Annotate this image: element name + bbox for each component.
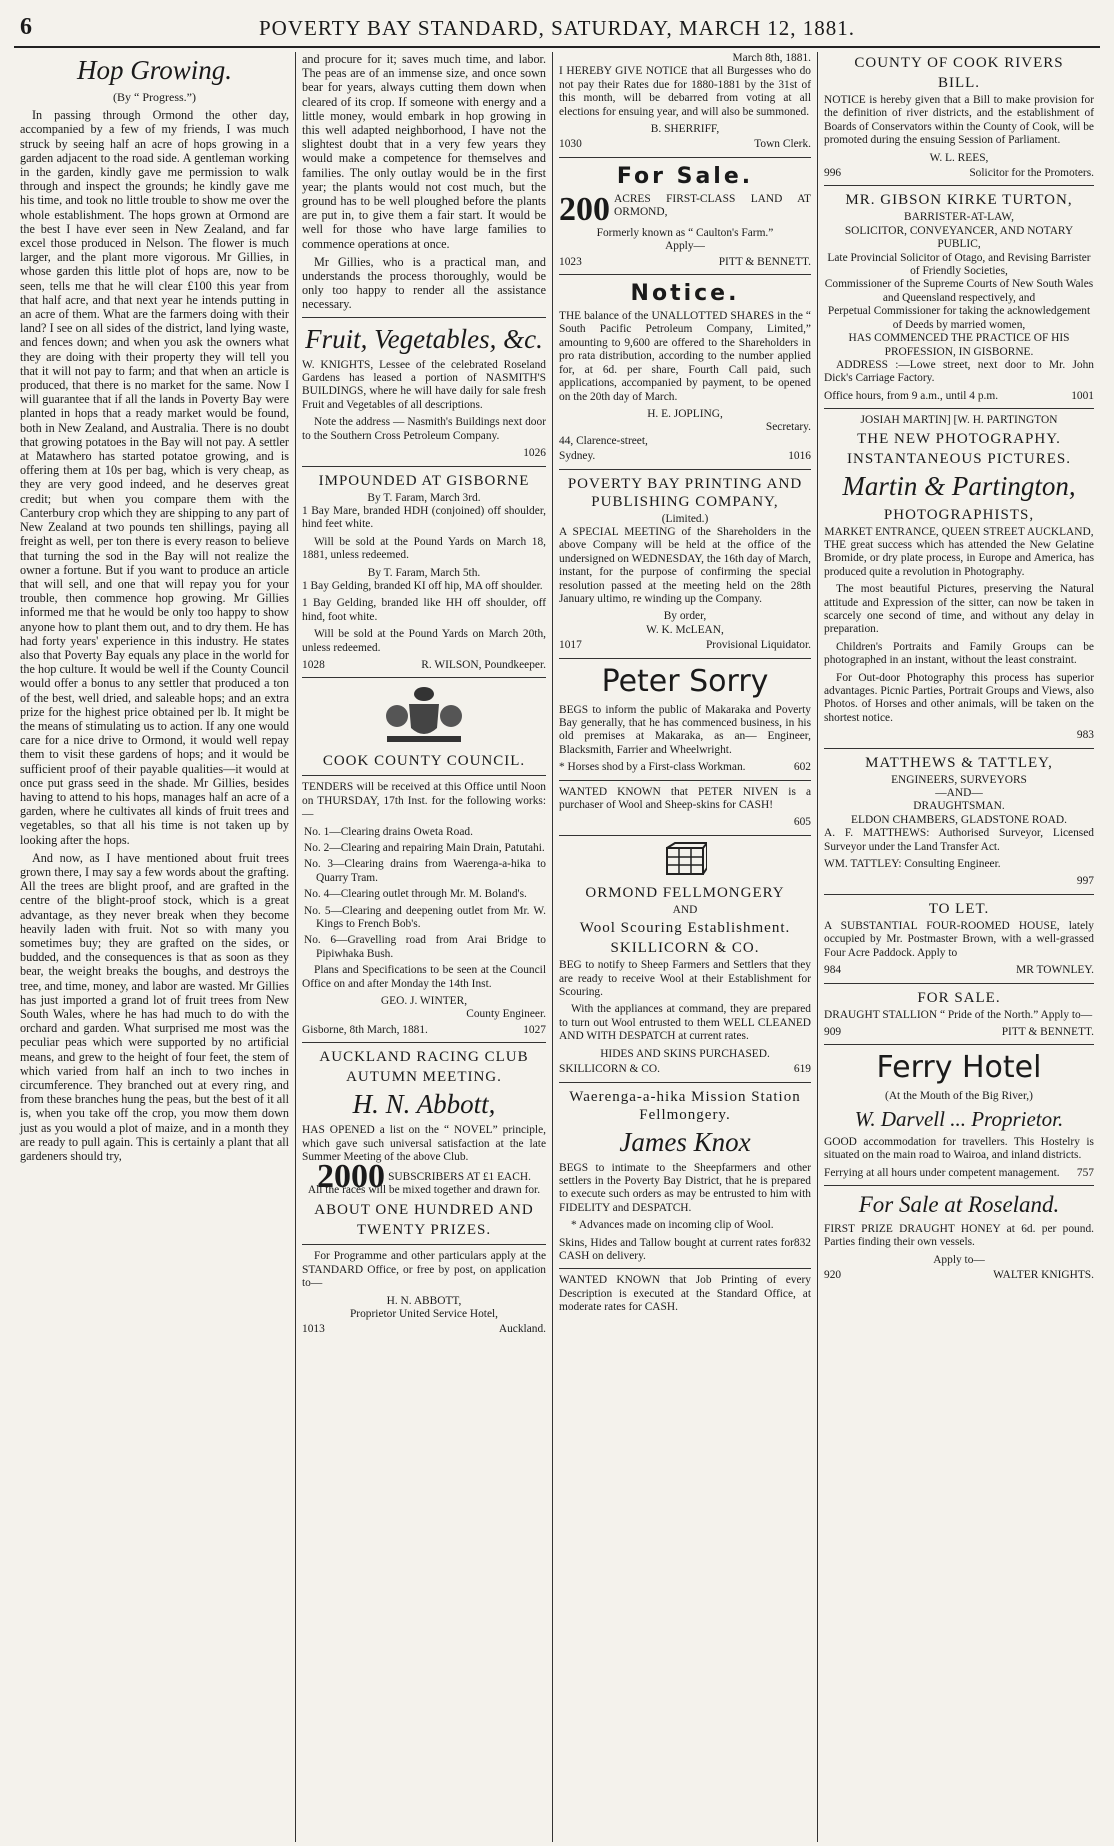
roseland-title: For Sale at Roseland. (858, 1191, 1060, 1217)
photo-role: PHOTOGRAPHISTS, (883, 506, 1035, 523)
sale-signed: PITT & BENNETT. (718, 255, 811, 268)
ferry-hotel-subtitle: (At the Mouth of the Big River,) (885, 1090, 1033, 1103)
impound-by: By T. Faram, March 3rd. (367, 491, 481, 504)
column-3 (553, 52, 818, 1842)
sale-text: ACRES FIRST-CLASS LAND AT ORMOND, (614, 192, 811, 219)
turton-address: ADDRESS :—Lowe street, next door to Mr. John Dick's Carriage Factory. (824, 358, 1094, 385)
sale-big-number: 200 (559, 190, 610, 228)
ad-footer (824, 167, 1094, 180)
fellmongery-body2: With the appliances at command, they are prepared to turn out Wool entrusted to them WELL CLEANED AND WITH DESPATCH at current rates. (559, 1003, 811, 1043)
divider (824, 1185, 1094, 1186)
council-item: No. 1—Clearing drains Oweta Road. (304, 825, 473, 838)
divider (559, 658, 811, 659)
mt-and: —AND— (935, 787, 983, 800)
ad-number: 1017 (559, 639, 582, 652)
ad-footer (559, 450, 811, 463)
ad-number: 984 (824, 964, 842, 977)
ad-number: 909 (824, 1025, 842, 1038)
photo-body: For Out-door Photography this process has superior advantages. Picnic Parties, Portrait Groups and Views, also Photos. of Horses and other animals, will be taken on the shortest notice. (824, 671, 1094, 724)
sale-line (559, 190, 811, 228)
roseland-body: FIRST PRIZE DRAUGHT HONEY at 6d. per pound. Parties finding their own vessels. (824, 1222, 1094, 1249)
ad-footer (824, 1026, 1094, 1039)
ad-number: 996 (824, 167, 842, 180)
impound-sale: Will be sold at the Pound Yards on March 18, 1881, unless redeemed. (302, 535, 546, 562)
photo-title: INSTANTANEOUS PICTURES. (847, 450, 1071, 467)
divider (824, 185, 1094, 186)
ad-number: 1001 (1071, 389, 1094, 402)
fruit-title: Fruit, Vegetables, &c. (305, 323, 543, 354)
to-let-body: A SUBSTANTIAL FOUR-ROOMED HOUSE, lately occupied by Mr. Postmaster Brown, with a well-grassed Four Acre Paddock. Apply to (824, 919, 1094, 959)
council-item: No. 4—Clearing outlet through Mr. M. Boland's. (304, 888, 527, 901)
ad-number: 1027 (523, 1023, 546, 1036)
racing-prizes: ABOUT ONE HUNDRED AND (314, 1202, 534, 1219)
fellmongery-subtitle: Wool Scouring Establishment. (579, 920, 791, 937)
ad-footer (824, 964, 1094, 977)
impound-title: IMPOUNDED AT GISBORNE (318, 472, 530, 489)
mt-role2: DRAUGHTSMAN. (913, 800, 1005, 813)
bill-subtitle: BILL. (937, 75, 981, 91)
photo-body: Children's Portraits and Family Groups can be photographed in an instant, without the least constraint. (824, 640, 1094, 667)
article-continuation: Mr Gillies, who is a practical man, and understands the process thoroughly, would be only too happy to render all the assistance necessary. (302, 254, 546, 312)
turton-line: Commissioner of the Supreme Courts of New South Wales and Queensland respectively, and (824, 278, 1094, 304)
ferry-hotel-body: GOOD accommodation for travellers. This Hostelry is situated on the main road to Wairoa, and inland districts. (824, 1135, 1094, 1162)
racing-prizes: TWENTY PRIZES. (356, 1222, 492, 1239)
photo-names: JOSIAH MARTIN] [W. H. PARTINGTON (860, 414, 1058, 427)
bill-title: COUNTY OF COOK RIVERS (854, 55, 1064, 71)
divider (302, 317, 546, 318)
council-title: COOK COUNTY COUNCIL. (322, 753, 526, 770)
divider (302, 775, 546, 776)
council-item: No. 2—Clearing and repairing Main Drain, Patutahi. (304, 842, 545, 854)
racing-title: AUCKLAND RACING CLUB (319, 1049, 529, 1066)
bill-body: NOTICE is hereby given that a Bill to make provision for the definition of river districts, and the establishment of Boards of Conservators within the County of Cook, will be promoted during the ensuing Session of Parliament. (824, 94, 1094, 147)
fellmongery-and: AND (672, 903, 698, 916)
divider (824, 408, 1094, 409)
roseland-apply: Apply to— (933, 1253, 985, 1266)
turton-line: Late Provincial Solicitor of Otago, and Revising Barrister of Friendly Societies, (827, 251, 1091, 278)
page-number: 6 (20, 14, 32, 40)
council-item: No. 5—Clearing and deepening outlet from Mr. W. Kings to French Bob's. (304, 904, 546, 931)
printing-title: POVERTY BAY PRINTING AND PUBLISHING COMPANY, (567, 475, 803, 510)
racing-address: Proprietor United Service Hotel, (349, 1307, 499, 1320)
racing-body: HAS OPENED a list on the “ NOVEL” principle, which gave such universal satisfaction at the late Summer Meeting of the above Club. (302, 1124, 546, 1164)
council-item: No. 6—Gravelling road from Arai Bridge to Pipiwhaka Bush. (304, 934, 546, 960)
photo-body: The most beautiful Pictures, preserving the Natural attitude and Expression of the sitter, can now be taken in scarcely one second of time, and without any delay in preparation. (824, 583, 1094, 636)
ad-footer (559, 1063, 811, 1076)
council-signed: GEO. J. WINTER, (380, 995, 468, 1008)
council-item: No. 3—Clearing drains from Waerenga-a-hika to Quarry Tram. (304, 858, 546, 884)
mt-line: A. F. MATTHEWS: Authorised Surveyor, Licensed Surveyor under the Land Transfer Act. (824, 827, 1094, 853)
ad-footer (824, 1269, 1094, 1282)
divider (302, 677, 546, 678)
ad-number: 1028 (302, 658, 325, 671)
ad-number: 1026 (523, 447, 546, 460)
ferry-hotel-title: Ferry Hotel (876, 1050, 1042, 1086)
turton-line: HAS COMMENCED THE PRACTICE OF HIS PROFESSION, IN GISBORNE. (848, 332, 1070, 358)
divider (559, 274, 811, 275)
coat-of-arms-icon (379, 684, 469, 746)
divider (559, 1268, 811, 1269)
ad-footer (559, 761, 811, 774)
divider (559, 780, 811, 781)
turton-line: BARRISTER-AT-LAW, (904, 211, 1014, 224)
council-date: Gisborne, 8th March, 1881. (302, 1023, 428, 1036)
ad-number: 1023 (559, 255, 582, 268)
printing-signed: W. K. McLEAN, (646, 623, 724, 636)
for-sale-body: DRAUGHT STALLION “ Pride of the North.” Apply to— (824, 1008, 1093, 1021)
hop-growing-byline: (By “ Progress.”) (113, 90, 196, 104)
impound-sale: Will be sold at the Pound Yards on March 20th, unless redeemed. (302, 628, 546, 654)
newspaper-title: POVERTY BAY STANDARD, SATURDAY, MARCH 12, 1881. (259, 16, 855, 40)
racing-big-number: 2000 (317, 1157, 386, 1195)
ad-footer (559, 138, 811, 151)
divider (824, 983, 1094, 984)
divider (559, 1082, 811, 1083)
racing-mixed: All the races will be mixed together and drawn for. (307, 1183, 541, 1196)
notice-signed: B. SHERRIFF, (650, 123, 720, 136)
ad-number: 997 (1076, 875, 1094, 888)
fellmongery-hides: HIDES AND SKINS PURCHASED. (600, 1047, 770, 1060)
ad-footer (302, 1323, 546, 1336)
divider (559, 157, 811, 158)
photo-title: THE NEW PHOTOGRAPHY. (857, 430, 1061, 447)
mission-body: BEGS to intimate to the Sheepfarmers and other settlers in the Poverty Bay District, that he is prepared to execute such orders as may be entrusted to him with FIDELITY and DESPATCH. (559, 1161, 811, 1214)
notice2-address: 44, Clarence-street, (559, 434, 648, 447)
job-printing-body: WANTED KNOWN that Job Printing of every Description is executed at the Standard Office, at moderate rates for CASH. (559, 1274, 811, 1314)
turton-hours: Office hours, from 9 a.m., until 4 p.m. (824, 389, 999, 402)
racing-big-text: SUBSCRIBERS AT £1 EACH. (388, 1170, 531, 1183)
fellmongery-title: ORMOND FELLMONGERY (585, 884, 785, 901)
sorry-horses: * Horses shod by a First-class Workman. (559, 761, 746, 774)
mt-address: ELDON CHAMBERS, GLADSTONE ROAD. (851, 813, 1067, 826)
racing-programme: For Programme and other particulars apply at the STANDARD Office, or free by post, on application to— (302, 1250, 546, 1290)
ad-number: 602 (793, 761, 811, 774)
bill-role: Solicitor for the Promoters. (969, 167, 1094, 180)
divider (559, 835, 811, 836)
council-role: County Engineer. (466, 1008, 546, 1021)
photo-firm: Martin & Partington, (842, 470, 1076, 501)
article-paragraph: And now, as I have mentioned about fruit trees grown there, I may say a few words about the grafting. All the trees are blight proof, and are grafted in the centre of the blight-proof stock, which is a great advantage, as they never break when they become heavily laden with fruit. Not so with many you sometimes buy; they are grafted on the sides, or budded, and the consequences is that as soon as they bear, the weight breaks the boughs, and destroys the tree, and time, money, and labor are wasted. Mr Gillies has just imported a grand lot of fruit trees from New South Wales, where he has had much to do with the orchard and garden. What surprised me most was the peculiar peas which were supported by no artificial means, and grew to the height of four feet, the stem of which varied from half an inch to two inches in circumference. They branched out at every ring, and from these branches hung the peas, but the best of it all is, when you take off the crop, you mow them down just as you would a plot of maize, and in a month they are ready to pull again. This is certainly a plant that all gardeners should try, (20, 850, 289, 1164)
ad-footer (302, 1024, 546, 1037)
ad-number: 983 (1076, 729, 1094, 742)
impound-item: 1 Bay Mare, branded HDH (conjoined) off shoulder, hind feet white. (302, 504, 546, 531)
fellmongery-signed: SKILLICORN & CO. (559, 1063, 660, 1076)
hop-growing-title: Hop Growing. (76, 55, 232, 85)
ad-number: 832 (793, 1236, 811, 1249)
column-4 (818, 52, 1100, 1842)
notice2-role: Secretary. (765, 421, 811, 434)
sorry-body: BEGS to inform the public of Makaraka and Poverty Bay generally, that he has commenced business, in his old premises at Makaraka, as an— Engineer, Blacksmith, Farrier and Wheelwright. (559, 703, 811, 756)
divider (302, 1244, 546, 1245)
column-1 (14, 52, 296, 1842)
impound-item: 1 Bay Gelding, branded like HH off shoulder, off hind, foot white. (302, 597, 546, 623)
ad-footer (824, 1167, 1094, 1180)
mt-title: MATTHEWS & TATTLEY, (865, 754, 1053, 771)
ad-number: 920 (824, 1269, 842, 1282)
sale-known: Formerly known as “ Caulton's Farm.” (596, 226, 774, 239)
notice2-body: THE balance of the UNALLOTTED SHARES in the “ South Pacific Petroleum Company, Limited,” amounting to 9,600 are offered to the Shareholders in pro rata distribution, according to the number applied for, at 6d. per share, Fourth Call paid, such applications, accompanied by payment, to be opened on the 20th day of March. (559, 310, 811, 403)
ad-number: 619 (793, 1063, 811, 1076)
photo-body: THE great success which has attended the New Gelatine Bromide, or dry plate process, in Europe and America, has produced quite a revolution in Photography. (824, 538, 1094, 578)
mission-name: James Knox (619, 1126, 751, 1157)
racing-signed: H. N. ABBOTT, (386, 1294, 462, 1307)
fellmongery-body: BEG to notify to Sheep Farmers and Settlers that they are ready to receive Wool at their Establishment for Scouring. (559, 959, 811, 999)
ad-footer (302, 659, 546, 672)
racing-place: Auckland. (498, 1323, 546, 1336)
racing-subtitle: AUTUMN MEETING. (346, 1069, 502, 1086)
turton-line: Perpetual Commissioner for taking the acknowledgement of Deeds by married women, (827, 305, 1091, 331)
turton-line: SOLICITOR, CONVEYANCER, AND NOTARY PUBLIC, (844, 224, 1074, 251)
to-let-title: TO LET. (928, 900, 990, 917)
ad-number: 757 (1076, 1166, 1094, 1179)
printing-role: Provisional Liquidator. (705, 639, 811, 652)
ad-footer (559, 1237, 811, 1264)
ad-number: 1030 (559, 138, 582, 151)
sale-apply: Apply— (665, 240, 705, 253)
ad-signature: R. WILSON, Poundkeeper. (421, 658, 546, 671)
bill-signed: W. L. REES, (929, 151, 989, 164)
divider (824, 748, 1094, 749)
fruit-body: W. KNIGHTS, Lessee of the celebrated Roseland Gardens has leased a portion of NASMITH'S BUILDINGS, where he will have daily for sale fresh Fruit and Vegetables of all descriptions. (302, 358, 546, 411)
mission-advances: * Advances made on incoming clip of Wool. (571, 1219, 774, 1232)
wanted-body: WANTED KNOWN that PETER NIVEN is a purchaser of Wool and Sheep-skins for CASH! (559, 785, 811, 812)
printing-order: By order, (663, 610, 707, 623)
masthead (14, 8, 1100, 48)
divider (559, 469, 811, 470)
to-let-signed: MR TOWNLEY. (1016, 964, 1094, 977)
notice-role: Town Clerk. (754, 138, 811, 151)
notice2-city: Sydney. (559, 450, 596, 463)
ad-footer (559, 639, 811, 652)
notice2-title: Notice. (630, 281, 740, 307)
columns (14, 52, 1100, 1842)
photo-address: MARKET ENTRANCE, QUEEN STREET AUCKLAND, (824, 525, 1094, 538)
column-2 (296, 52, 553, 1842)
notice-body: I HEREBY GIVE NOTICE that all Burgesses who do not pay their Rates due for 1880-1881 by the 31st of this month, will be debarred from voting at all elections for ensuing year, and will also be summoned. (559, 65, 811, 118)
for-sale-title: For Sale. (616, 163, 754, 189)
ad-footer (824, 390, 1094, 403)
mission-skins: Skins, Hides and Tallow bought at current rates for CASH on delivery. (559, 1236, 794, 1262)
council-plans: Plans and Specifications to be seen at the Council Office on and after Monday the 14th Inst. (302, 964, 546, 990)
notice-date: March 8th, 1881. (732, 52, 811, 64)
printing-body: A SPECIAL MEETING of the Shareholders in the above Company will be held at the office of the undersigned on WEDNESDAY, the 16th day of March, instant, for the purpose of confirming the special resolution passed at the meeting held on the 28th January ultimo, re winding up the Company. (559, 525, 811, 605)
racing-name: H. N. Abbott, (352, 1089, 496, 1120)
mt-line: WM. TATTLEY: Consulting Engineer. (824, 858, 1001, 871)
ad-number: 1016 (788, 450, 811, 463)
mission-title: Waerenga-a-hika Mission Station Fellmongery. (569, 1088, 801, 1123)
ad-number: 1013 (302, 1323, 325, 1336)
notice2-signed: H. E. JOPLING, (647, 407, 723, 420)
divider (824, 894, 1094, 895)
divider (302, 466, 546, 467)
roseland-signed: WALTER KNIGHTS. (993, 1269, 1094, 1282)
mt-role: ENGINEERS, SURVEYORS (891, 773, 1027, 786)
divider (824, 1044, 1094, 1045)
ad-number: 605 (793, 816, 811, 829)
impound-by: By T. Faram, March 5th. (367, 566, 481, 579)
fruit-note: Note the address — Nasmith's Buildings next door to the Southern Cross Petroleum Company. (302, 416, 546, 442)
article-paragraph: In passing through Ormond the other day, accompanied by a few of my friends, I was much struck by seeing half an acre of hops growing in a garden adjacent to the road side. A gentleman working in the garden, kindly gave me permission to walk through and inspect the grounds; he kindly gave me his time, and took no little trouble to show me over the whole establishment. The hops grown at Ormond are the best I have ever seen in New Zealand, and far excel those produced in Nelson. The flower is much larger, and the plant more vigorous. Mr Gillies, in whose garden this little plot of hops are, now to be seen, tells me that he will clear £100 this year from that half acre, and that next year he intends putting in an acre of them. What are the farmers doing with their land? I see on all sides of the district, land lying waste, and fences down; and when you ask the owners what they are doing with their property they will tell you that it will not pay to farm; and that when an article is produced, that there is no market for the same. Now I will guarantee that if all the lands in Poverty Bay were planted in hops that a ready market would be found, both in New Zealand, and Australia. There is no doubt that growing potatoes in the Bay will not pay. A settler at Matawhero has started potatoe growing, and is offering them at 10s per bag, which is very cheap, as they are very good indeed, and he deserves great credit; but when you compare them with the Canterbury crop which they are shipping to any part of New Zealand at two pounds ten shillings, paying all freight as well, per ton there is every reason to believe that turning the sod in the Bay will not realize the owner a fortune. But if you want to produce an article that will sell, and one that will repay you for your trouble, then commence hop growing. Mr Gillies informed me that he would be only too happy to show anyone how to plant them out, and to dry them. He has had forty years' experience in this industry. He states also that Poverty Bay equals any place in the world for the hop culture. It would be well if the County Council would offer a bonus to any settler that produced a ton of the best, well dried, and saleable hops; and an extra prize for the highest price obtained per lb. It might be the means of stimulating us to action. If any one would care for a nice drive to Ormond, it would well repay them to visit these gardens of hops; and it would be sufficient proof of their payable qualities—it would at once put grass seed in the shade. Mr Gillies, besides having to attend to his hops, manages half an acre of a garden, where he cultivates all kinds of fruit trees and vegetables, so that all his time is not taken up by looking after the hops. (20, 108, 289, 847)
ferry-hotel-body2: Ferrying at all hours under competent management. (824, 1166, 1060, 1179)
sorry-title: Peter Sorry (601, 663, 769, 699)
wool-bale-icon (663, 842, 707, 878)
for-sale-signed: PITT & BENNETT. (1001, 1025, 1094, 1038)
divider (302, 1042, 546, 1043)
impound-item: 1 Bay Gelding, branded KI off hip, MA off shoulder. (302, 579, 543, 592)
ad-footer (559, 256, 811, 269)
printing-ltd: (Limited.) (661, 512, 709, 525)
for-sale-title: FOR SALE. (917, 989, 1001, 1006)
article-continuation: and procure for it; saves much time, and labor. The peas are of an immense size, and once sown bear for years, always cutting them down when cleared of its crop. If someone with energy and a little money, would embark in hop growing in this well adapted neighborhood, I have not the slightest doubt that in a very few years they would make a competence for themselves and families. The only outlay would be in the first year; the plants would not cost much, but the ground has to be well ploughed before the plants are put in, to give them a fair start. It would be well for those who have large families to commence operations at once. (302, 52, 546, 251)
fellmongery-firm: SKILLICORN & CO. (610, 940, 760, 957)
ferry-hotel-proprietor: W. Darvell ... Proprietor. (854, 1106, 1064, 1131)
council-intro: TENDERS will be received at this Office until Noon on THURSDAY, 17th Inst. for the following works:— (302, 781, 546, 821)
turton-name: MR. GIBSON KIRKE TURTON, (845, 192, 1073, 209)
